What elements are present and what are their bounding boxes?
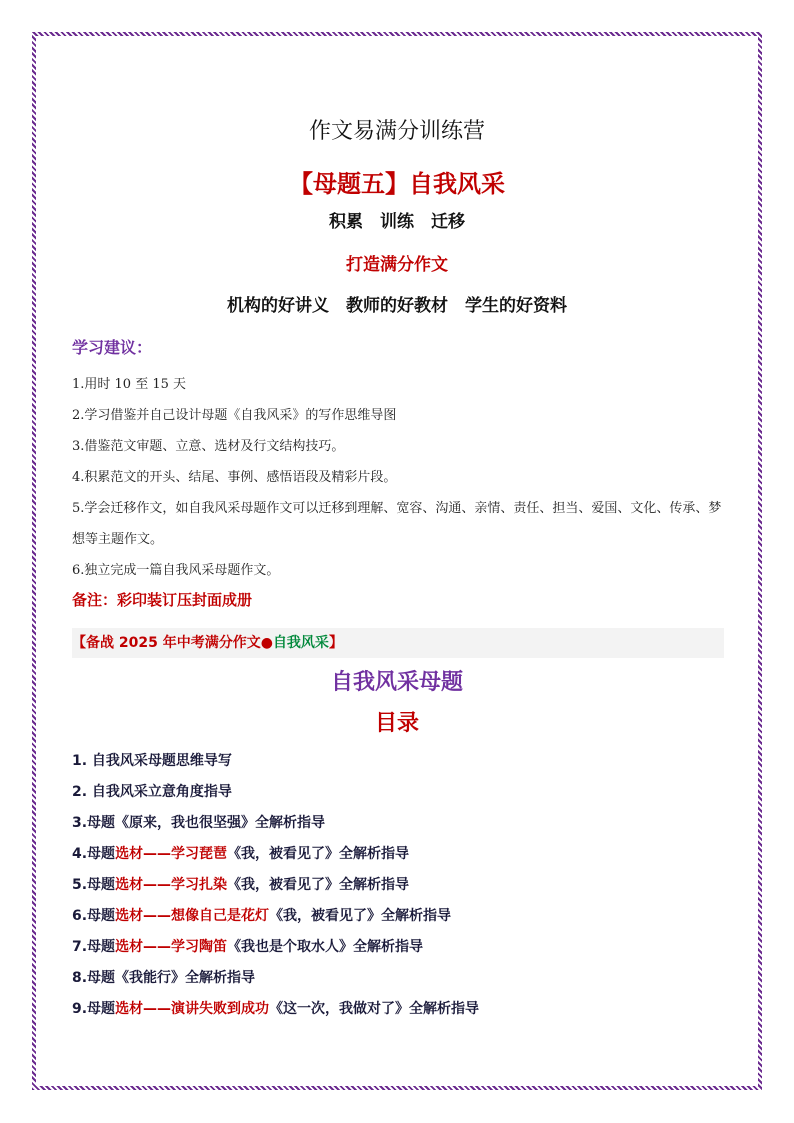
banner-prefix: 【备战 2025 年中考满分作文 xyxy=(72,635,261,651)
doc-slogan: 打造满分作文 xyxy=(346,255,448,275)
banner-suffix: 】 xyxy=(328,635,343,651)
section-title: 自我风采母题 xyxy=(330,670,463,695)
print-note: 备注：彩印装订压封面成册 xyxy=(72,591,253,609)
toc-item[interactable] xyxy=(72,870,479,901)
doc-steps: 积累 训练 迁移 xyxy=(329,212,465,232)
toc-item[interactable]: 1. 自我风采母题思维导写 xyxy=(72,753,232,769)
doc-subtitle: 【母题五】自我风采 xyxy=(289,170,505,198)
toc-item-rest: 《我，被看见了》全解析指导 xyxy=(269,908,452,924)
toc-title: 目录 xyxy=(374,711,419,736)
advice-item: 3.借鉴范文审题、立意、选材及行文结构技巧。 xyxy=(72,439,345,454)
exam-banner xyxy=(72,628,724,658)
toc-item-prefix: 7.母题 xyxy=(72,939,116,955)
toc-item[interactable]: 2. 自我风采立意角度指导 xyxy=(72,784,232,800)
advice-item: 2.学习借鉴并自己设计母题《自我风采》的写作思维导图 xyxy=(72,408,397,423)
toc-item-rest: 《我也是个取水人》全解析指导 xyxy=(227,939,424,955)
advice-item: 6.独立完成一篇自我风采母题作文。 xyxy=(72,563,280,578)
toc-item[interactable]: 3.母题《原来，我也很坚强》全解析指导 xyxy=(72,815,326,831)
toc-item-rest: 《我，被看见了》全解析指导 xyxy=(227,877,410,893)
toc-item[interactable] xyxy=(72,839,479,870)
toc-item-rest: 《我，被看见了》全解析指导 xyxy=(227,846,410,862)
toc-item-prefix: 5.母题 xyxy=(72,877,116,893)
toc-item-material: 选材——学习扎染 xyxy=(115,877,228,893)
toc-item-rest: 《这一次，我做对了》全解析指导 xyxy=(269,1001,480,1017)
banner-topic: 自我风采 xyxy=(272,635,329,651)
advice-list xyxy=(72,369,732,586)
toc-item[interactable] xyxy=(72,994,479,1025)
toc-item-material: 选材——想像自己是花灯 xyxy=(115,908,270,924)
toc-item-prefix: 9.母题 xyxy=(72,1001,116,1017)
advice-heading: 学习建议： xyxy=(72,338,153,357)
toc-item[interactable]: 8.母题《我能行》全解析指导 xyxy=(72,970,256,986)
toc-item-prefix: 6.母题 xyxy=(72,908,116,924)
toc-item-material: 选材——学习琵琶 xyxy=(115,846,228,862)
doc-tagline: 机构的好讲义 教师的好教材 学生的好资料 xyxy=(227,296,567,316)
toc-item-material: 选材——演讲失败到成功 xyxy=(115,1001,270,1017)
toc-item-material: 选材——学习陶笛 xyxy=(115,939,228,955)
toc-item[interactable] xyxy=(72,932,479,963)
advice-item: 1.用时 10 至 15 天 xyxy=(72,377,187,392)
toc-item-prefix: 4.母题 xyxy=(72,846,116,862)
advice-item: 5.学会迁移作文，如自我风采母题作文可以迁移到理解、宽容、沟通、亲情、责任、担当、爱国、文化、传承、梦想等主题作文。 xyxy=(72,501,722,547)
doc-title: 作文易满分训练营 xyxy=(308,119,485,144)
toc-item[interactable] xyxy=(72,901,479,932)
advice-item: 4.积累范文的开头、结尾、事例、感悟语段及精彩片段。 xyxy=(72,470,397,485)
table-of-contents xyxy=(72,746,479,1025)
bullet-icon: ● xyxy=(260,635,273,651)
